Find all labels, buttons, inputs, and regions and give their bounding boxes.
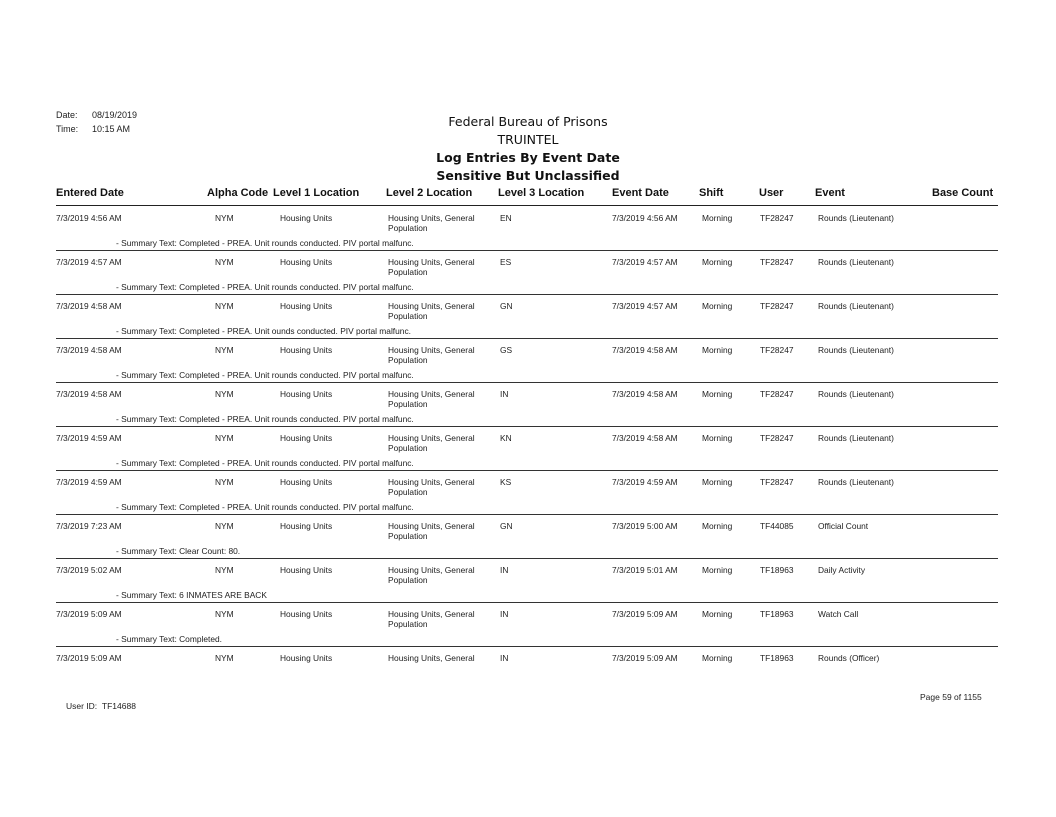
cell-level1-location: Housing Units: [280, 653, 333, 663]
cell-level1-location: Housing Units: [280, 477, 333, 487]
row-divider: [56, 382, 998, 383]
cell-level3-location: IN: [500, 389, 509, 399]
cell-level1-location: Housing Units: [280, 433, 333, 443]
cell-level2-location: Housing Units, General Population: [388, 257, 475, 277]
cell-entered-date: 7/3/2019 4:59 AM: [56, 433, 122, 443]
cell-alpha-code: NYM: [215, 301, 234, 311]
cell-level3-location: IN: [500, 565, 509, 575]
cell-event: Daily Activity: [818, 565, 866, 575]
org-name: Federal Bureau of Prisons: [448, 114, 608, 129]
summary-text: - Summary Text: 6 INMATES ARE BACK: [116, 590, 267, 600]
header-divider: [56, 205, 998, 206]
cell-shift: Morning: [702, 565, 733, 575]
col-user: User: [759, 187, 784, 199]
footer-user-id: [66, 701, 136, 711]
summary-text: - Summary Text: Completed - PREA. Unit rounds conducted. PIV portal malfunc.: [116, 370, 414, 380]
summary-text: - Summary Text: Completed - PREA. Unit rounds conducted. PIV portal malfunc.: [116, 238, 414, 248]
col-alpha-code: Alpha Code: [207, 187, 269, 199]
cell-shift: Morning: [702, 653, 733, 663]
cell-alpha-code: NYM: [215, 521, 234, 531]
summary-text: - Summary Text: Completed - PREA. Unit rounds conducted. PIV portal malfunc.: [116, 282, 414, 292]
date-label: Date:: [56, 110, 78, 120]
cell-level1-location: Housing Units: [280, 389, 333, 399]
cell-event-date: 7/3/2019 5:09 AM: [612, 609, 678, 619]
row-divider: [56, 558, 998, 559]
cell-alpha-code: NYM: [215, 565, 234, 575]
system-name: TRUINTEL: [497, 132, 559, 147]
cell-level3-location: GS: [500, 345, 513, 355]
cell-event-date: 7/3/2019 4:59 AM: [612, 477, 678, 487]
cell-event: Rounds (Lieutenant): [818, 257, 894, 267]
cell-level3-location: GN: [500, 301, 513, 311]
cell-user: TF28247: [760, 345, 794, 355]
col-base-count: Base Count: [932, 187, 994, 199]
cell-level2-location: Housing Units, General Population: [388, 565, 475, 585]
cell-entered-date: 7/3/2019 4:58 AM: [56, 345, 122, 355]
cell-event: Rounds (Lieutenant): [818, 213, 894, 223]
cell-event-date: 7/3/2019 5:00 AM: [612, 521, 678, 531]
cell-event-date: 7/3/2019 4:56 AM: [612, 213, 678, 223]
cell-alpha-code: NYM: [215, 477, 234, 487]
cell-event: Rounds (Lieutenant): [818, 345, 894, 355]
col-level3-location: Level 3 Location: [498, 187, 585, 199]
cell-entered-date: 7/3/2019 4:58 AM: [56, 389, 122, 399]
row-divider: [56, 338, 998, 339]
cell-alpha-code: NYM: [215, 213, 234, 223]
cell-level1-location: Housing Units: [280, 345, 333, 355]
cell-level2-location: Housing Units, General Population: [388, 301, 475, 321]
row-divider: [56, 602, 998, 603]
cell-entered-date: 7/3/2019 4:56 AM: [56, 213, 122, 223]
cell-user: TF18963: [760, 609, 794, 619]
user-id-value: TF14688: [101, 701, 136, 711]
cell-level3-location: GN: [500, 521, 513, 531]
cell-user: TF28247: [760, 389, 794, 399]
summary-text: - Summary Text: Completed - PREA. Unit rounds conducted. PIV portal malfunc.: [116, 502, 414, 512]
cell-event: Rounds (Officer): [818, 653, 880, 663]
classification: Sensitive But Unclassified: [436, 168, 620, 183]
date-value: 08/19/2019: [92, 110, 138, 120]
cell-entered-date: 7/3/2019 5:09 AM: [56, 609, 122, 619]
cell-level1-location: Housing Units: [280, 301, 333, 311]
cell-shift: Morning: [702, 257, 733, 267]
cell-shift: Morning: [702, 345, 733, 355]
cell-event-date: 7/3/2019 5:01 AM: [612, 565, 678, 575]
cell-user: TF18963: [760, 653, 794, 663]
cell-user: TF28247: [760, 257, 794, 267]
cell-shift: Morning: [702, 477, 733, 487]
cell-level3-location: IN: [500, 653, 509, 663]
cell-event: Official Count: [818, 521, 869, 531]
cell-user: TF44085: [760, 521, 794, 531]
row-divider: [56, 250, 998, 251]
cell-shift: Morning: [702, 521, 733, 531]
cell-event: Rounds (Lieutenant): [818, 301, 894, 311]
cell-alpha-code: NYM: [215, 389, 234, 399]
cell-entered-date: 7/3/2019 5:02 AM: [56, 565, 122, 575]
cell-shift: Morning: [702, 609, 733, 619]
cell-event: Rounds (Lieutenant): [818, 389, 894, 399]
cell-alpha-code: NYM: [215, 257, 234, 267]
col-event-date: Event Date: [612, 187, 669, 199]
cell-alpha-code: NYM: [215, 433, 234, 443]
row-divider: [56, 426, 998, 427]
cell-level1-location: Housing Units: [280, 609, 333, 619]
cell-level3-location: KN: [500, 433, 512, 443]
cell-shift: Morning: [702, 301, 733, 311]
cell-level1-location: Housing Units: [280, 565, 333, 575]
row-divider: [56, 646, 998, 647]
col-entered-date: Entered Date: [56, 187, 124, 199]
cell-level2-location: Housing Units, General Population: [388, 521, 475, 541]
cell-entered-date: 7/3/2019 4:58 AM: [56, 301, 122, 311]
cell-event-date: 7/3/2019 4:58 AM: [612, 433, 678, 443]
cell-level2-location: Housing Units, General: [388, 653, 475, 663]
row-divider: [56, 470, 998, 471]
cell-level3-location: IN: [500, 609, 509, 619]
cell-level2-location: Housing Units, General Population: [388, 389, 475, 409]
report-title-block: [400, 113, 656, 185]
time-value: 10:15 AM: [92, 124, 131, 134]
cell-level1-location: Housing Units: [280, 257, 333, 267]
row-divider: [56, 514, 998, 515]
cell-user: TF28247: [760, 477, 794, 487]
cell-level1-location: Housing Units: [280, 213, 333, 223]
report-time: [56, 124, 130, 134]
cell-event: Rounds (Lieutenant): [818, 477, 894, 487]
row-divider: [56, 294, 998, 295]
cell-level2-location: Housing Units, General Population: [388, 433, 475, 453]
cell-level3-location: KS: [500, 477, 512, 487]
user-id-label: User ID:: [66, 701, 98, 711]
col-event: Event: [815, 187, 845, 199]
cell-level2-location: Housing Units, General Population: [388, 213, 475, 233]
cell-shift: Morning: [702, 433, 733, 443]
summary-text: - Summary Text: Clear Count: 80.: [116, 546, 241, 556]
summary-text: - Summary Text: Completed - PREA. Unit ounds conducted. PIV portal malfunc.: [116, 326, 411, 336]
cell-alpha-code: NYM: [215, 609, 234, 619]
cell-event-date: 7/3/2019 4:57 AM: [612, 301, 678, 311]
summary-text: - Summary Text: Completed - PREA. Unit rounds conducted. PIV portal malfunc.: [116, 414, 414, 424]
cell-level3-location: ES: [500, 257, 512, 267]
cell-user: TF18963: [760, 565, 794, 575]
col-shift: Shift: [699, 187, 724, 199]
cell-event-date: 7/3/2019 4:57 AM: [612, 257, 678, 267]
cell-entered-date: 7/3/2019 5:09 AM: [56, 653, 122, 663]
cell-alpha-code: NYM: [215, 345, 234, 355]
time-label: Time:: [56, 124, 79, 134]
col-level2-location: Level 2 Location: [386, 187, 473, 199]
summary-text: - Summary Text: Completed.: [116, 634, 222, 644]
cell-entered-date: 7/3/2019 4:57 AM: [56, 257, 122, 267]
cell-event: Rounds (Lieutenant): [818, 433, 894, 443]
report-title: Log Entries By Event Date: [436, 150, 620, 165]
cell-user: TF28247: [760, 433, 794, 443]
cell-event-date: 7/3/2019 4:58 AM: [612, 345, 678, 355]
cell-user: TF28247: [760, 213, 794, 223]
cell-event-date: 7/3/2019 5:09 AM: [612, 653, 678, 663]
report-date: [56, 110, 137, 120]
cell-level1-location: Housing Units: [280, 521, 333, 531]
cell-alpha-code: NYM: [215, 653, 234, 663]
cell-shift: Morning: [702, 213, 733, 223]
summary-text: - Summary Text: Completed - PREA. Unit rounds conducted. PIV portal malfunc.: [116, 458, 414, 468]
cell-entered-date: 7/3/2019 7:23 AM: [56, 521, 122, 531]
cell-user: TF28247: [760, 301, 794, 311]
cell-level2-location: Housing Units, General Population: [388, 609, 475, 629]
cell-level2-location: Housing Units, General Population: [388, 477, 475, 497]
page-number: Page 59 of 1155: [920, 692, 982, 702]
col-level1-location: Level 1 Location: [273, 187, 360, 199]
cell-level3-location: EN: [500, 213, 512, 223]
cell-event: Watch Call: [818, 609, 859, 619]
cell-event-date: 7/3/2019 4:58 AM: [612, 389, 678, 399]
cell-shift: Morning: [702, 389, 733, 399]
cell-level2-location: Housing Units, General Population: [388, 345, 475, 365]
cell-entered-date: 7/3/2019 4:59 AM: [56, 477, 122, 487]
